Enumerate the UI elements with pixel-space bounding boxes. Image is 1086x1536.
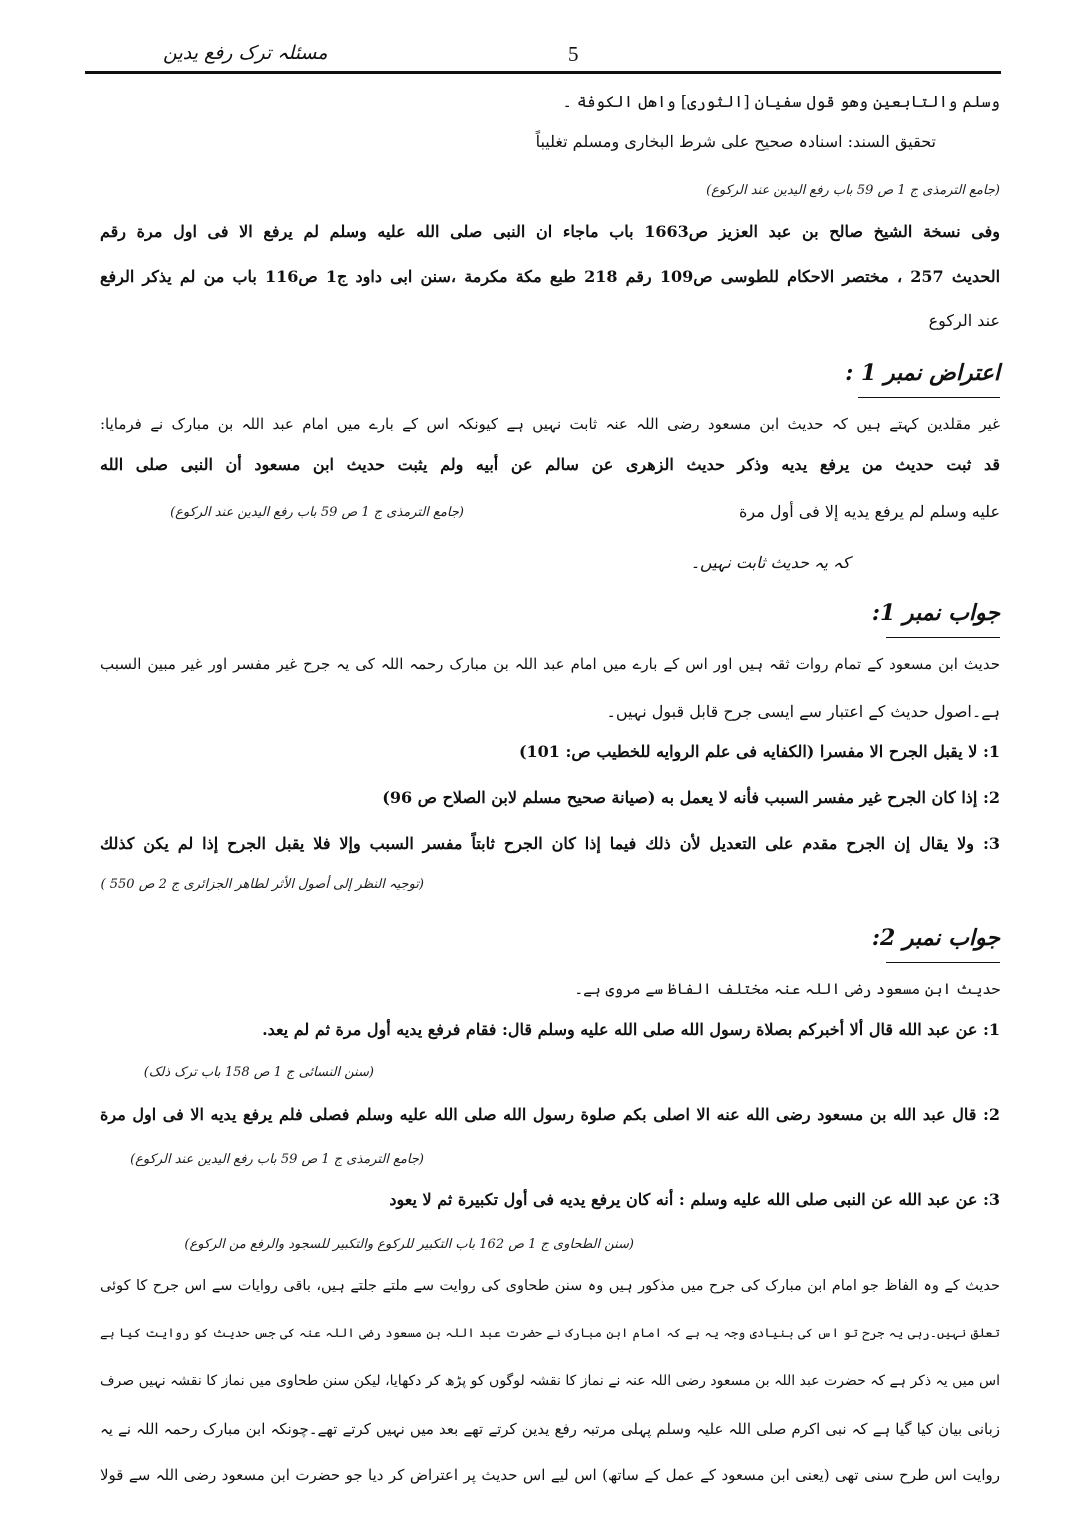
- heading-underline: [886, 637, 1000, 638]
- text-line: تعلق نہیں۔رہی یہ جرح تو اس کی بنیادی وجہ یہ ہے کہ امام ابن مبارک نے حضرت عبد اللہ بن مسعود رضی اللہ عنہ کی جس حدیث کو روایت کیا ہے: [100, 1325, 1000, 1340]
- text-line: اس میں یہ ذکر ہے کہ حضرت عبد اللہ بن مسعود رضی اللہ عنہ نے نماز کا نقشہ لوگوں کو پڑھ کر دکھایا، لیکن سنن طحاوی میں نماز کا نقشہ نہیں صرف: [100, 1373, 1000, 1389]
- reference-line: (جامع الترمذی ج 1 ص 59 باب رفع اليدين عند الركوع): [170, 505, 464, 520]
- text-line: حدیث کے وہ الفاظ جو امام ابن مبارک کی جرح میں مذکور ہیں وہ سنن طحاوی کی روایت سے ملتے جلتے ہیں، باقی روایات سے اس جرح کا کوئی: [100, 1278, 1000, 1294]
- text-line: وسلم والتابعين وهو قول سفيان [الثوری] واهل الكوفة ۔: [562, 92, 1000, 111]
- page-number: 5: [568, 42, 579, 66]
- numbered-line: 3: عن عبد الله عن النبی صلی الله عليه وسلم : أنه كان يرفع يديه فی أول تكبيرة ثم لا يعود: [389, 1190, 1000, 1209]
- heading-underline: [858, 397, 1000, 398]
- text-line: حدیث ابن مسعود رضی اللہ عنہ مختلف الفاظ سے مروی ہے۔: [574, 980, 1000, 998]
- reference-line: (جامع الترمذی ج 1 ص 59 باب رفع اليدين عند الركوع): [706, 183, 1000, 198]
- page-header: [85, 36, 1001, 76]
- section-heading: جواب نمبر 1:: [871, 600, 1000, 626]
- numbered-line: 2: إذا كان الجرح غير مفسر السبب فأنه لا يعمل به (صيانة صحيح مسلم لابن الصلاح ص 96): [382, 788, 1000, 807]
- reference-line: (سنن الطحاوی ج 1 ص 162 باب التكبير للركوع والتكبير للسجود والرفع من الركوع): [184, 1237, 634, 1252]
- text-line: زبانی بیان کیا گیا ہے کہ نبی اکرم صلی اللہ علیہ وسلم پہلی مرتبہ رفع یدین کرتے تھے بعد میں نہیں کرتے تھے۔چونکہ ابن مبارک رحمہ اللہ نے یہ: [100, 1420, 1000, 1438]
- heading-underline: [886, 962, 1000, 963]
- reference-line: (توجیہ النظر إلی أصول الأثر لطاهر الجزائری ج 2 ص 550 ): [100, 877, 424, 892]
- text-line: قد ثبت حديث من يرفع يديه وذكر حديث الزهری عن سالم عن أبيه ولم يثبت حديث ابن مسعود أن النبی صلی الله: [100, 455, 1000, 474]
- numbered-line: 1: لا يقبل الجرح الا مفسرا (الكفايه فی علم الروايه للخطيب ص: 101): [518, 742, 1000, 761]
- text-line: غیر مقلدین کہتے ہیں کہ حدیث ابن مسعود رضی اللہ عنہ ثابت نہیں ہے کیونکہ اس کے بارے میں امام عبد اللہ بن مبارک نے فرمایا:: [100, 415, 1000, 433]
- header-rule: [85, 71, 1001, 74]
- text-line: تحقيق السند: اسنادہ صحيح على شرط البخاری ومسلم تغليباً: [535, 132, 936, 151]
- header-title: مسئلہ ترک رفع یدین: [163, 42, 328, 64]
- text-line: الحديث 257 ، مختصر الاحكام للطوسی ص109 رقم 218 طبع مكة مكرمة ،سنن ابی داود ج1 ص116 باب من لم يذكر الرفع: [100, 267, 1001, 286]
- numbered-line: 3: ولا يقال إن الجرح مقدم على التعديل لأن ذلك فيما إذا كان الجرح ثابتاً مفسر السبب وإلا فلا يقبل الجرح إذا لم يكن كذلك: [100, 834, 1000, 853]
- text-line: وفی نسخة الشيخ صالح بن عبد العزيز ص1663 باب ماجاء ان النبی صلی الله عليه وسلم لم يرفع الا فی اول مرة رقم: [100, 222, 1000, 241]
- reference-line: (سنن النسائی ج 1 ص 158 باب ترک ذلک): [143, 1065, 374, 1080]
- section-heading: اعتراض نمبر 1 :: [845, 360, 1000, 386]
- section-heading: جواب نمبر 2:: [871, 925, 1000, 951]
- text-line: روایت اس طرح سنی تھی (یعنی ابن مسعود کے عمل کے ساتھ) اس لیے اس حدیث پر اعتراض کر دیا جو حضرت ابن مسعود رضی اللہ سے قولا: [100, 1466, 1000, 1484]
- numbered-line: 2: قال عبد الله بن مسعود رضی الله عنه الا اصلی بكم صلوة رسول الله صلی الله عليه وسلم فصلی فلم يرفع يديه الا فی اول مرة: [100, 1105, 1000, 1124]
- text-line: عند الركوع: [928, 311, 1000, 330]
- text-line: ہے۔اصول حدیث کے اعتبار سے ایسی جرح قابل قبول نہیں۔: [606, 702, 1000, 721]
- text-line: کہ یہ حدیث ثابت نہیں۔: [690, 553, 850, 572]
- text-line: حدیث ابن مسعود کے تمام روات ثقہ ہیں اور اس کے بارے میں امام عبد اللہ بن مبارک رحمہ اللہ کی یہ جرح غیر مفسر اور غیر مبین السبب: [100, 655, 1000, 673]
- text-line: عليه وسلم لم يرفع يديه إلا فی أول مرة: [739, 502, 1000, 521]
- numbered-line: 1: عن عبد الله قال ألا أخبركم بصلاة رسول الله صلى الله عليه وسلم قال: فقام فرفع يديه أول مرة ثم لم يعد.: [262, 1020, 1000, 1039]
- reference-line: (جامع الترمذی ج 1 ص 59 باب رفع اليدين عند الركوع): [130, 1152, 424, 1167]
